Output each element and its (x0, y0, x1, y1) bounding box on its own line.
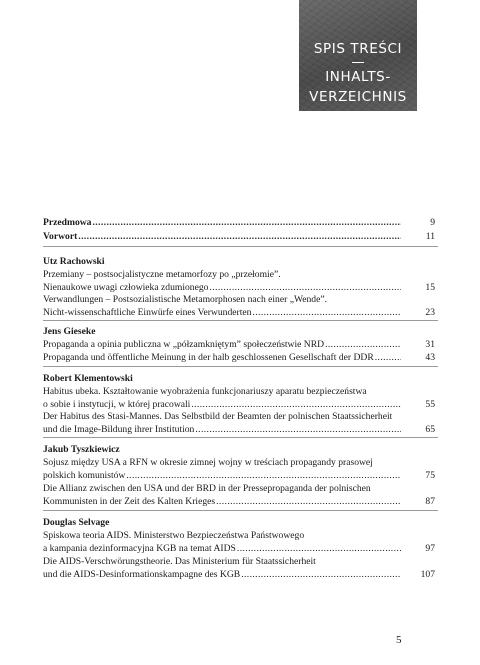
entry-title: polskich komunistów (43, 470, 126, 481)
entry-line[interactable]: Die Allianz zwischen den USA und der BRD in der Pressepropaganda der polnischen (43, 483, 371, 494)
leader-dots (241, 569, 401, 581)
leader-dots (216, 496, 401, 508)
entry-title: a kampania dezinformacyjna KGB na temat AIDS (43, 543, 236, 554)
entry-page: 87 (425, 496, 435, 507)
header-title-german-1: INHALTS- (325, 69, 391, 85)
entry-line[interactable]: Verwandlungen – Postsozialistische Metamorphosen nach einer „Wende”. (43, 294, 328, 305)
section-divider (43, 366, 438, 367)
entry-title: Kommunisten in der Zeit des Kalten Krieges (43, 496, 216, 507)
leader-dots (252, 307, 401, 319)
author-name: Jens Gieseke (43, 326, 96, 337)
section-divider (43, 246, 438, 247)
entry-page: 23 (425, 307, 435, 318)
entry-title: Propaganda und öffentliche Meinung in der halb geschlossenen Gesellschaft der DDR (43, 352, 374, 363)
toc-entry-line[interactable] (43, 352, 438, 364)
toc-entry-line[interactable] (43, 339, 438, 351)
entry-title: und die AIDS-Desinformationskampagne des KGB (43, 569, 241, 580)
leader-dots (325, 339, 401, 351)
entry-page: 31 (425, 339, 435, 350)
entry-page: 9 (430, 217, 435, 228)
toc-entry-line[interactable] (43, 307, 438, 319)
entry-page: 11 (425, 231, 435, 242)
entry-line[interactable]: Przemiany – postsocjalistyczne metamorfozy po „przełomie”. (43, 269, 281, 280)
toc-entry-line[interactable] (43, 569, 438, 581)
toc-entry-line[interactable] (43, 470, 438, 482)
leader-dots (191, 399, 401, 411)
entry-title: Nicht-wissenschaftliche Einwürfe eines Verwunderten (43, 307, 252, 318)
entry-page: 43 (425, 352, 435, 363)
entry-title: Nienaukowe uwagi człowieka zdumionego (43, 282, 209, 293)
entry-title: o sobie i instytucji, w której pracowali (43, 399, 191, 410)
section-divider (43, 437, 438, 438)
toc-entry-line[interactable] (43, 496, 438, 508)
entry-title: Przedmowa (43, 217, 92, 228)
entry-line[interactable]: Habitus ubeka. Kształtowanie wyobrażenia funkcjonariuszy aparatu bezpieczeństwa (43, 386, 367, 397)
author-name: Utz Rachowski (43, 256, 105, 267)
leader-dots (375, 352, 401, 364)
toc-entry-line[interactable] (43, 282, 438, 294)
entry-title: Propaganda a opinia publiczna w „półzamkniętym” społeczeństwie NRD (43, 339, 325, 350)
author-name: Jakub Tyszkiewicz (43, 444, 120, 455)
entry-line[interactable]: Die AIDS-Verschwörungstheorie. Das Ministerium für Staatssicherheit (43, 556, 316, 567)
page-number: 5 (396, 634, 402, 646)
entry-page: 15 (425, 282, 435, 293)
leader-dots (209, 282, 401, 294)
entry-page: 55 (425, 399, 435, 410)
entry-title: und die Image-Bildung ihrer Institution (43, 424, 195, 435)
entry-line[interactable]: Spiskowa teoria AIDS. Ministerstwo Bezpieczeństwa Państwowego (43, 530, 305, 541)
entry-page: 97 (425, 543, 435, 554)
leader-dots (237, 543, 401, 555)
toc-entry-line[interactable] (43, 543, 438, 555)
leader-dots (195, 424, 401, 436)
header-box (299, 0, 417, 111)
leader-dots (126, 470, 401, 482)
header-title-german-2: VERZEICHNIS (309, 89, 407, 105)
entry-title: Vorwort (43, 231, 78, 242)
leader-dots (78, 231, 401, 243)
header-divider (352, 62, 364, 63)
author-name: Robert Klementowski (43, 373, 133, 384)
leader-dots (92, 217, 401, 229)
section-divider (43, 320, 438, 321)
toc-entry-line[interactable] (43, 399, 438, 411)
section-divider (43, 510, 438, 511)
entry-line[interactable]: Sojusz między USA a RFN w okresie zimnej wojny w treściach propagandy prasowej (43, 457, 373, 468)
entry-page: 65 (425, 424, 435, 435)
toc-entry-preface-de[interactable] (43, 231, 438, 243)
entry-page: 107 (420, 569, 435, 580)
toc-entry-line[interactable] (43, 424, 438, 436)
author-name: Douglas Selvage (43, 517, 110, 528)
toc-entry-preface-pl[interactable] (43, 217, 438, 229)
header-title-polish: SPIS TREŚCI (313, 41, 403, 57)
entry-line[interactable]: Der Habitus des Stasi-Mannes. Das Selbstbild der Beamten der polnischen Staatssicherheit (43, 411, 393, 422)
entry-page: 75 (425, 470, 435, 481)
